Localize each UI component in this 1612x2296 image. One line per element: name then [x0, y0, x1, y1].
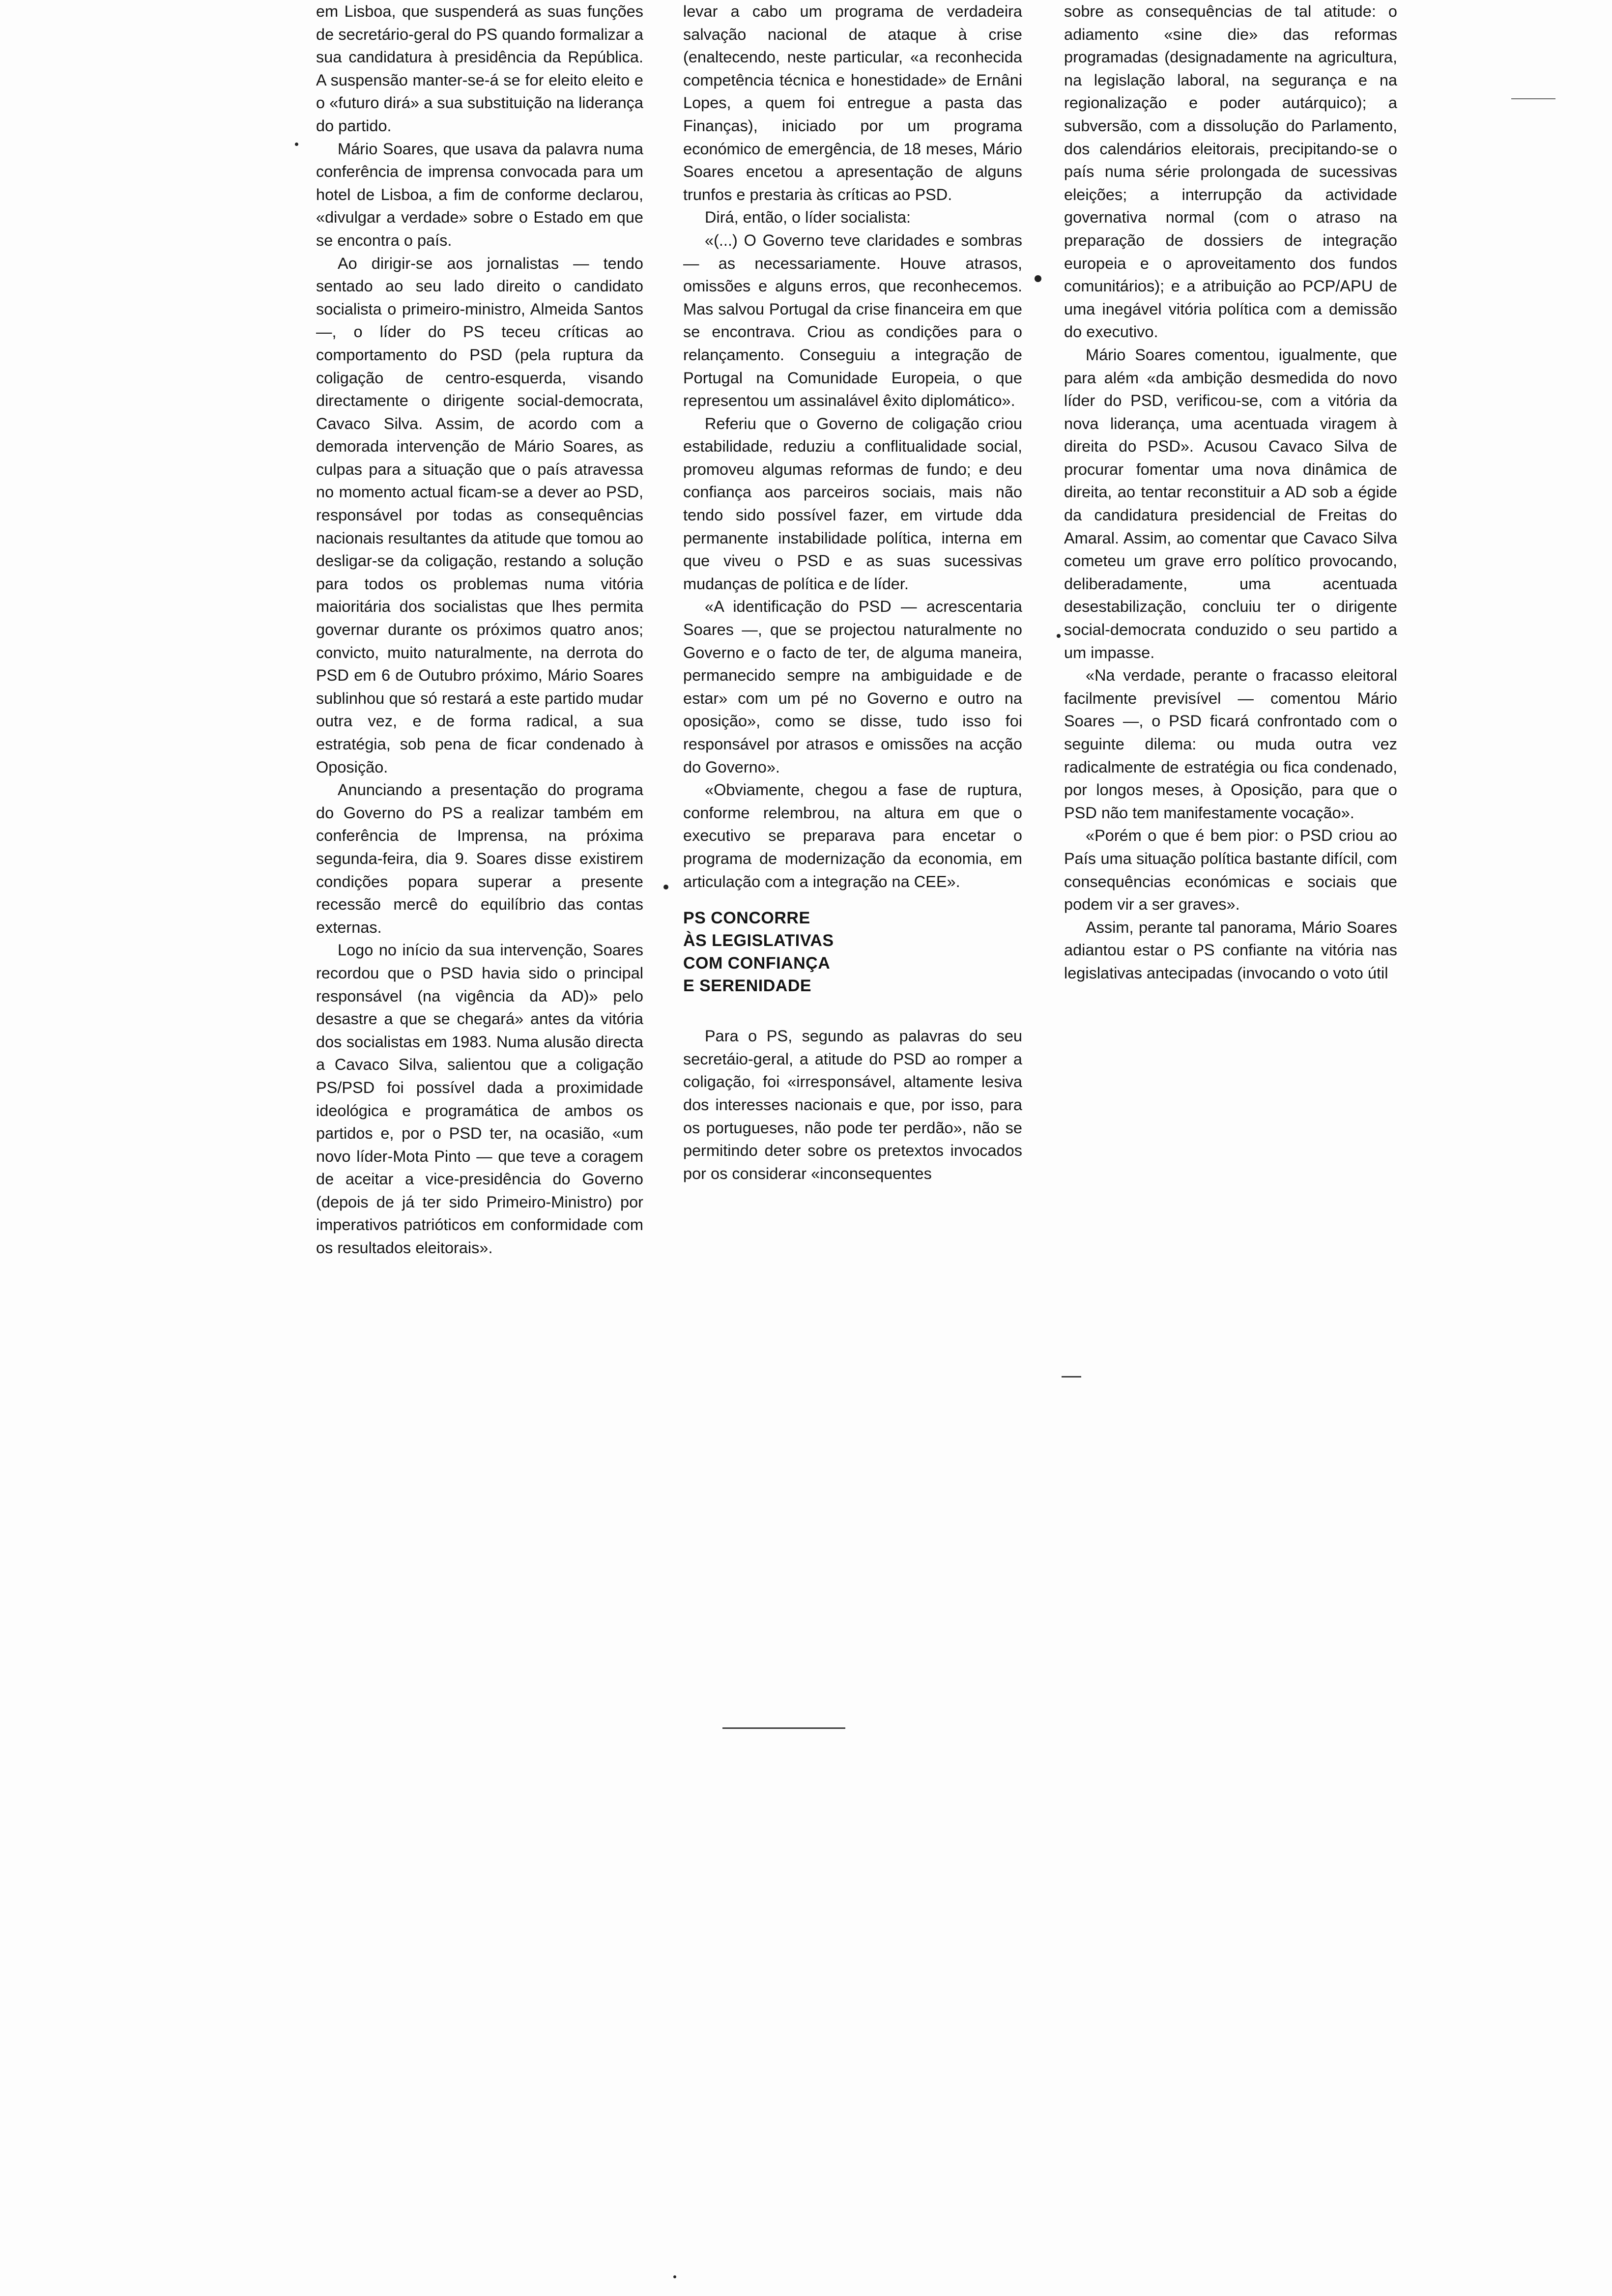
article-paragraph: Logo no início da sua intervenção, Soares recordou que o PSD havia sido o principal responsável (na vigência da AD)» pelo desastre a que se chegará» antes da vitória dos socialistas em 1983. Numa alusão directa a Cavaco Silva, salientou que a coligação PS/PSD foi possível dada a proximidade ideológica e programática de ambos os partidos e, por o PSD ter, na ocasião, «um novo líder-Mota Pinto — que teve a coragem de aceitar a vice-presidência do Governo (depois de já ter sido Primeiro-Ministro) por imperativos patrióticos em conformidade com os resultados eleitorais». — [316, 941, 643, 1257]
article-paragraph: «Na verdade, perante o fracasso eleitoral facilmente previsível — comentou Mário Soares —, o PSD ficará confrontado com o seguinte dilema: ou muda outra vez radicalmente de estratégia ou fica condenado, por longos meses, à Oposição, para que o PSD não tem manifestamente vocação». — [1064, 666, 1397, 822]
column-end-rule-right — [1062, 1376, 1081, 1378]
article-paragraph: Dirá, então, o líder socialista: — [705, 208, 911, 227]
heading-line-3: COM CONFIANÇA — [683, 954, 831, 973]
article-paragraph: «Obviamente, chegou a fase de ruptura, conforme relembrou, na altura em que o executivo se preparava para encetar o programa de modernização da economia, em articulação com a integração na CEE». — [683, 781, 1022, 890]
heading-line-1: PS CONCORRE — [683, 909, 810, 928]
print-speck — [673, 2275, 676, 2278]
print-speck — [295, 143, 298, 146]
print-speck — [1057, 634, 1061, 638]
article-paragraph: Para o PS, segundo as palavras do seu secretáio-geral, a atitude do PSD ao romper a coligação, foi «irresponsável, altamente lesiva dos interesses nacionais e que, por isso, para os portugueses, não pode ter perdão», não se permitindo deter sobre os pretextos invocados por os considerar «inconsequentes — [683, 1027, 1022, 1182]
article-paragraph: Mário Soares, que usava da palavra numa conferência de imprensa convocada para um hotel de Lisboa, a fim de conforme declarou, «divulgar a verdade» sobre o Estado em que se encontra o país. — [316, 140, 643, 249]
article-paragraph: Anunciando a presentação do programa do Governo do PS a realizar também em conferência de Imprensa, na próxima segunda-feira, dia 9. Soares disse existirem condições popara superar a presente recessão mercê do equilíbrio das contas externas. — [316, 781, 643, 936]
article-paragraph: sobre as consequências de tal atitude: o adiamento «sine die» das reformas programadas (designadamente na agricultura, na legislação laboral, na segurança e na regionalização e poder autárquico); a subversão, com a dissolução do Parlamento, dos calendários eleitorais, precipitando-se o país numa série prolongada de sucessivas eleições; a interrupção da actividade governativa normal (com o atraso na preparação de dossiers de integração europeia e o aproveitamento dos fundos comunitários); e a atribuição ao PCP/APU de uma inegável vitória política com a demissão do executivo. — [1064, 2, 1397, 341]
article-paragraph: levar a cabo um programa de verdadeira salvação nacional de ataque à crise (enaltecendo, neste particular, «a reconhecida competência técnica e honestidade» de Ernâni Lopes, a quem foi entregue a pasta das Finanças), iniciado por um programa económico de emergência, de 18 meses, Mário Soares encetou a apresentação de alguns trunfos e prestaria às críticas ao PSD. — [683, 2, 1022, 203]
article-paragraph: «(...) O Governo teve claridades e sombras — as necessariamente. Houve atrasos, omissões e alguns erros, que reconhecemos. Mas salvou Portugal da crise financeira em que se encontrava. Criou as condições para o relançamento. Conseguiu a integração de Portugal na Comunidade Europeia, o que representou um assinalável êxito diplomático». — [683, 231, 1022, 410]
article-paragraph: em Lisboa, que suspenderá as suas funções de secretário-geral do PS quando formalizar a sua candidatura à presidência da República. A suspensão manter-se-á se for eleito eleito e o «futuro dirá» a sua substituição na liderança do partido. — [316, 2, 643, 135]
article-paragraph: Referiu que o Governo de coligação criou estabilidade, reduziu a conflitualidade social, promoveu algumas reformas de fundo; e deu confiança aos parceiros sociais, mais não tendo sido possível fazer, em virtude dda permanente instabilidade política, interna em que viveu o PSD e as suas sucessivas mudanças de política e de líder. — [683, 414, 1022, 593]
article-paragraph: Assim, perante tal panorama, Mário Soares adiantou estar o PS confiante na vitória nas legislativas antecipadas (invocando o voto útil — [1064, 918, 1397, 982]
article-paragraph: Mário Soares comentou, igualmente, que para além «da ambição desmedida do novo líder do PSD, verificou-se, com a vitória da nova liderança, uma acentuada viragem à direita do PSD». Acusou Cavaco Silva de procurar fomentar uma nova dinâmica de direita, ao tentar reconstituir a AD sob a égide da candidatura presidencial de Freitas do Amaral. Assim, ao comentar que Cavaco Silva cometeu um grave erro político provocando, deliberadamente, uma acentuada desestabilização, concluiu ter o dirigente social-democrata conduzido o seu partido a um impasse. — [1064, 345, 1397, 661]
article-paragraph: «A identificação do PSD — acrescentaria Soares —, que se projectou naturalmente no Governo e o facto de ter, de alguma maneira, permanecido sempre na ambiguidade e de estar» com um pé no Governo e outro na oposição», como se disse, tudo isso foi responsável por atrasos e omissões na acção do Governo». — [683, 598, 1022, 776]
margin-mark — [1511, 98, 1555, 99]
heading-line-2: ÀS LEGISLATIVAS — [683, 931, 834, 950]
heading-line-4: E SERENIDADE — [683, 976, 812, 996]
print-speck — [1035, 275, 1041, 282]
section-heading — [683, 907, 1022, 997]
column-end-rule — [722, 1727, 845, 1729]
article-paragraph: Ao dirigir-se aos jornalistas — tendo sentado ao seu lado direito o candidato socialista o primeiro-ministro, Almeida Santos —, o líder do PS teceu críticas ao comportamento do PSD (pela ruptura da coligação de centro-esquerda, visando directamente o dirigente social-democrata, Cavaco Silva. Assim, de acordo com a demorada intervenção de Mário Soares, as culpas para a situação que o país atravessa no momento actual ficam-se a dever ao PSD, responsável por todas as consequências nacionais resultantes da atitude que tomou ao desligar-se da coligação, restando a solução para todos os problemas numa vitória maioritária dos socialistas que lhes permita governar durante os próximos quatro anos; convicto, muito naturalmente, na derrota do PSD em 6 de Outubro próximo, Mário Soares sublinhou que só restará a este partido mudar outra vez, e de forma radical, a sua estratégia, sob pena de ficar condenado à Oposição. — [316, 254, 643, 776]
article-paragraph: «Porém o que é bem pior: o PSD criou ao País uma situação política bastante difícil, com consequências económicas e sociais que podem vir a ser graves». — [1064, 827, 1397, 914]
column-2-paragraphs — [683, 0, 1022, 893]
article-column-3 — [1064, 0, 1397, 1705]
article-column-2 — [683, 0, 1022, 1705]
print-speck — [663, 885, 668, 890]
column-2-paragraphs-after-heading — [683, 1025, 1022, 1185]
article-column-1 — [316, 0, 643, 1705]
